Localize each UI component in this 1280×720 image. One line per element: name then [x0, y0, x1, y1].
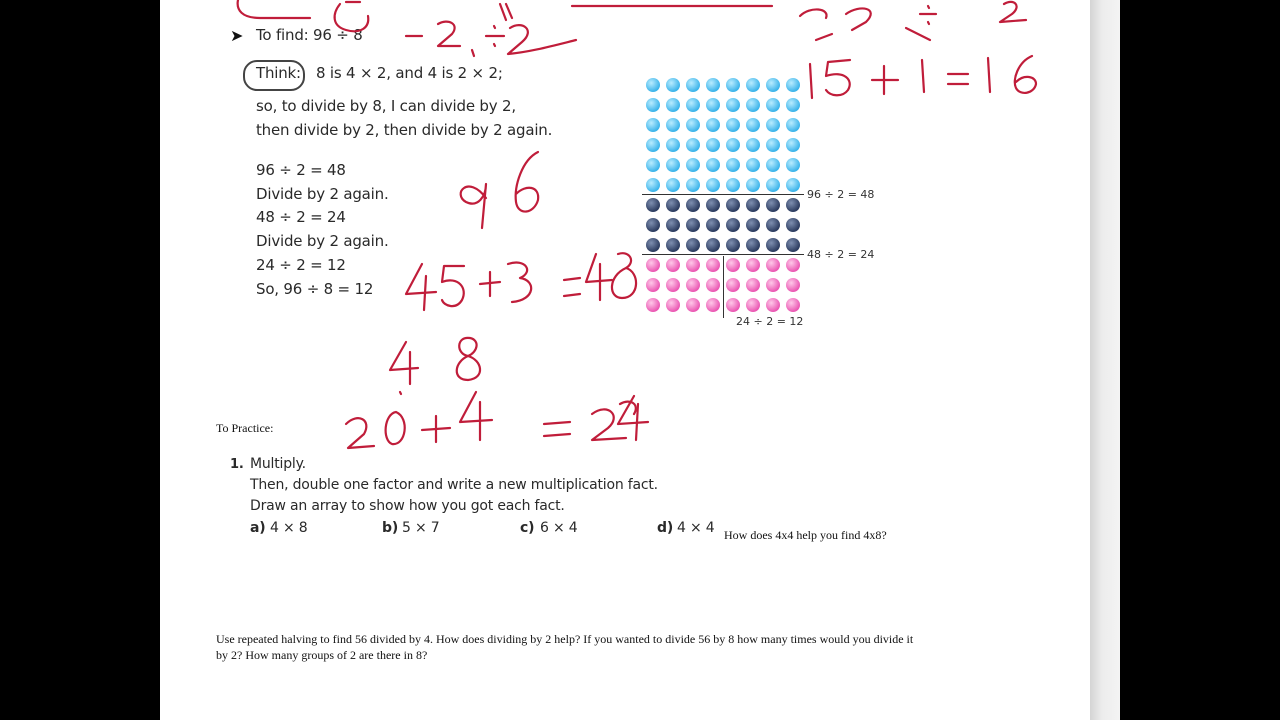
array-dot [646, 278, 660, 292]
array-dot [726, 178, 740, 192]
question-line-2: Then, double one factor and write a new multiplication fact. [250, 477, 658, 493]
array-dot [786, 218, 800, 232]
array-dot [766, 158, 780, 172]
array-dot [746, 178, 760, 192]
practice-heading: To Practice: [216, 421, 274, 435]
ink-15-plus-1-icon [810, 56, 1036, 98]
array-dot [746, 158, 760, 172]
array-dot [686, 238, 700, 252]
array-dot [766, 278, 780, 292]
array-dot [706, 98, 720, 112]
option-a-text: 4 × 8 [270, 520, 308, 536]
divider-line-3 [723, 256, 724, 318]
ink-96-icon [461, 152, 539, 228]
array-dot [666, 278, 680, 292]
arrow-bullet-icon: ➤ [230, 26, 244, 45]
think-tag: Think: [256, 64, 301, 82]
array-dot [686, 98, 700, 112]
array-dot [646, 78, 660, 92]
array-dot [666, 158, 680, 172]
array-dot [646, 118, 660, 132]
array-dot [646, 158, 660, 172]
hint-text: How does 4x4 help you find 4x8? [724, 528, 887, 542]
option-c-text: 6 × 4 [540, 520, 578, 536]
array-dot [786, 238, 800, 252]
array-dot [786, 198, 800, 212]
option-b-text: 5 × 7 [402, 520, 440, 536]
array-dot [706, 138, 720, 152]
array-dot [746, 98, 760, 112]
question-line-3: Draw an array to show how you got each fact. [250, 498, 565, 514]
array-dot [726, 278, 740, 292]
array-dot [726, 138, 740, 152]
array-dot [686, 118, 700, 132]
step-2: Divide by 2 again. [256, 185, 389, 203]
step-5: 24 ÷ 2 = 12 [256, 256, 346, 274]
array-dot [706, 158, 720, 172]
array-dot [786, 118, 800, 132]
question-number: 1. [230, 457, 244, 472]
array-dot [726, 78, 740, 92]
array-dot [766, 118, 780, 132]
array-dot [746, 198, 760, 212]
array-dot [786, 178, 800, 192]
array-dot [786, 138, 800, 152]
option-b-letter: b) [382, 520, 399, 536]
array-dot [746, 298, 760, 312]
array-dot [746, 258, 760, 272]
divider-line-2 [642, 254, 804, 255]
array-dot [686, 198, 700, 212]
array-dot [766, 298, 780, 312]
array-dot [726, 198, 740, 212]
array-dot [646, 238, 660, 252]
array-dot [666, 218, 680, 232]
array-dot [686, 218, 700, 232]
array-dot [646, 178, 660, 192]
array-dot [706, 178, 720, 192]
array-dot [766, 178, 780, 192]
explanation-line-2: so, to divide by 8, I can divide by 2, [256, 97, 516, 115]
halving-question-line-2: by 2? How many groups of 2 are there in 8? [216, 648, 428, 662]
array-dot [766, 238, 780, 252]
divider-line-1 [642, 194, 804, 195]
array-dot [666, 178, 680, 192]
ink-division-steps-icon [406, 4, 576, 56]
array-dot [726, 98, 740, 112]
array-dot [666, 138, 680, 152]
array-dot [646, 138, 660, 152]
array-dot [706, 258, 720, 272]
array-dot [726, 298, 740, 312]
option-c-letter: c) [520, 520, 535, 536]
array-dot [786, 258, 800, 272]
array-dot [666, 258, 680, 272]
array-dot [646, 298, 660, 312]
array-dot [686, 278, 700, 292]
array-dot [686, 178, 700, 192]
array-dot [726, 218, 740, 232]
grid-label-3: 24 ÷ 2 = 12 [736, 315, 804, 328]
array-dot [706, 198, 720, 212]
question-line-1: Multiply. [250, 456, 306, 472]
think-text: 8 is 4 × 2, and 4 is 2 × 2; [316, 64, 503, 82]
array-dot [766, 198, 780, 212]
array-dot [686, 158, 700, 172]
array-dot [646, 98, 660, 112]
grid-label-1: 96 ÷ 2 = 48 [807, 188, 875, 201]
ink-48-icon [390, 338, 480, 384]
array-dot [746, 118, 760, 132]
array-dot [646, 258, 660, 272]
array-dot [706, 118, 720, 132]
array-dot [666, 298, 680, 312]
array-dot [766, 138, 780, 152]
ink-20-plus-4-icon [346, 392, 648, 448]
ink-32-div-2-icon [800, 2, 1026, 40]
array-dot [666, 118, 680, 132]
array-dot [786, 98, 800, 112]
array-dot [766, 98, 780, 112]
array-dot [706, 238, 720, 252]
scrollbar-gutter[interactable] [1090, 0, 1120, 720]
array-dot [726, 258, 740, 272]
array-dot [746, 238, 760, 252]
array-dot [766, 78, 780, 92]
array-dot [726, 158, 740, 172]
array-dot [706, 278, 720, 292]
array-dot [726, 118, 740, 132]
option-a-letter: a) [250, 520, 266, 536]
step-1: 96 ÷ 2 = 48 [256, 161, 346, 179]
array-dot [786, 158, 800, 172]
step-6: So, 96 ÷ 8 = 12 [256, 280, 374, 298]
array-dot [746, 78, 760, 92]
array-dot [666, 198, 680, 212]
document-page [160, 0, 1090, 720]
array-dot [666, 78, 680, 92]
option-d-text: 4 × 4 [677, 520, 715, 536]
ink-45-plus-3-icon [406, 253, 636, 310]
array-dot [686, 138, 700, 152]
array-dot [786, 298, 800, 312]
array-dot [686, 258, 700, 272]
array-dot [706, 218, 720, 232]
explanation-line-3: then divide by 2, then divide by 2 again. [256, 121, 553, 139]
array-dot [746, 278, 760, 292]
to-find-line: To find: 96 ÷ 8 [256, 26, 363, 44]
halving-question-line-1: Use repeated halving to find 56 divided by 4. How does dividing by 2 help? If you wanted to divide 56 by 8 how many times would you divide it [216, 632, 914, 646]
array-dot [686, 298, 700, 312]
step-4: Divide by 2 again. [256, 232, 389, 250]
array-dot [646, 218, 660, 232]
array-dot [666, 238, 680, 252]
option-d-letter: d) [657, 520, 674, 536]
array-dot [766, 258, 780, 272]
array-dot [706, 298, 720, 312]
grid-label-2: 48 ÷ 2 = 24 [807, 248, 875, 261]
array-dot [786, 278, 800, 292]
step-3: 48 ÷ 2 = 24 [256, 208, 346, 226]
array-dot [646, 198, 660, 212]
array-dot [746, 218, 760, 232]
array-dot [746, 138, 760, 152]
array-dot [766, 218, 780, 232]
array-dot [686, 78, 700, 92]
array-dot [726, 238, 740, 252]
array-dot [706, 78, 720, 92]
array-dot [786, 78, 800, 92]
array-dot [666, 98, 680, 112]
